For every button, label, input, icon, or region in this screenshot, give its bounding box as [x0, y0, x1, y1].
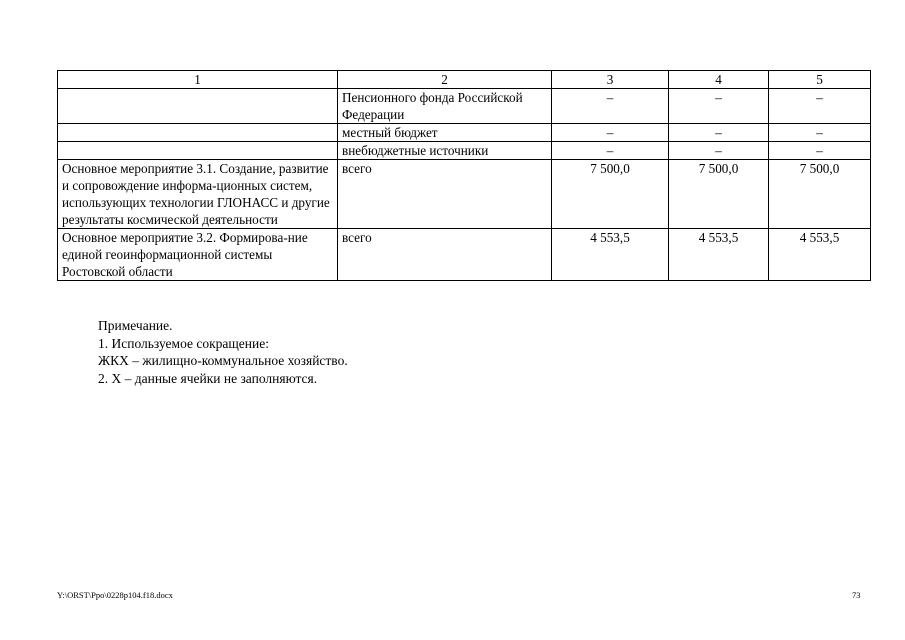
table-row: [58, 229, 871, 281]
value-cell: –: [552, 89, 669, 124]
table-row: [58, 160, 871, 229]
note-line: ЖКХ – жилищно-коммунальное хозяйство.: [98, 353, 348, 368]
value-cell: 4 553,5: [552, 229, 669, 281]
value-cell: –: [669, 124, 769, 142]
budget-table: [57, 70, 871, 281]
value-cell: –: [769, 89, 871, 124]
notes-section: [98, 317, 348, 387]
note-line: 2. Х – данные ячейки не заполняются.: [98, 370, 318, 386]
value-cell: 7 500,0: [552, 160, 669, 229]
note-line: 1. Используемое сокращение:: [98, 335, 269, 351]
page-number: 73: [852, 590, 861, 600]
funding-source-cell: всего: [338, 229, 552, 281]
value-cell: 4 553,5: [669, 229, 769, 281]
column-header-1: 1: [58, 71, 338, 89]
column-header-3: 3: [552, 71, 669, 89]
notes-title: Примечание.: [98, 318, 173, 333]
activity-cell: [58, 89, 338, 124]
column-header-5: 5: [769, 71, 871, 89]
table-row: [58, 142, 871, 160]
value-cell: 7 500,0: [769, 160, 871, 229]
value-cell: –: [769, 142, 871, 160]
activity-cell: [58, 124, 338, 142]
value-cell: –: [552, 124, 669, 142]
column-header-2: 2: [338, 71, 552, 89]
funding-source-cell: местный бюджет: [338, 124, 552, 142]
activity-cell: Основное мероприятие 3.2. Формирова-ние единой геоинформационной системы Ростовской области: [58, 229, 338, 281]
value-cell: 4 553,5: [769, 229, 871, 281]
activity-cell: [58, 142, 338, 160]
value-cell: –: [552, 142, 669, 160]
column-header-4: 4: [669, 71, 769, 89]
funding-source-cell: всего: [338, 160, 552, 229]
table-row: [58, 89, 871, 124]
value-cell: 7 500,0: [669, 160, 769, 229]
funding-source-cell: внебюджетные источники: [338, 142, 552, 160]
footer-file-path: Y:\ORST\Ppo\0228p104.f18.docx: [57, 590, 173, 600]
activity-cell: Основное мероприятие 3.1. Создание, развитие и сопровождение информа-ционных систем, использующих технологии ГЛОНАСС и другие результаты космической деятельности: [58, 160, 338, 229]
funding-source-cell: Пенсионного фонда Российской Федерации: [338, 89, 552, 124]
table-header-row: [58, 71, 871, 89]
value-cell: –: [669, 142, 769, 160]
value-cell: –: [669, 89, 769, 124]
value-cell: –: [769, 124, 871, 142]
table-row: [58, 124, 871, 142]
